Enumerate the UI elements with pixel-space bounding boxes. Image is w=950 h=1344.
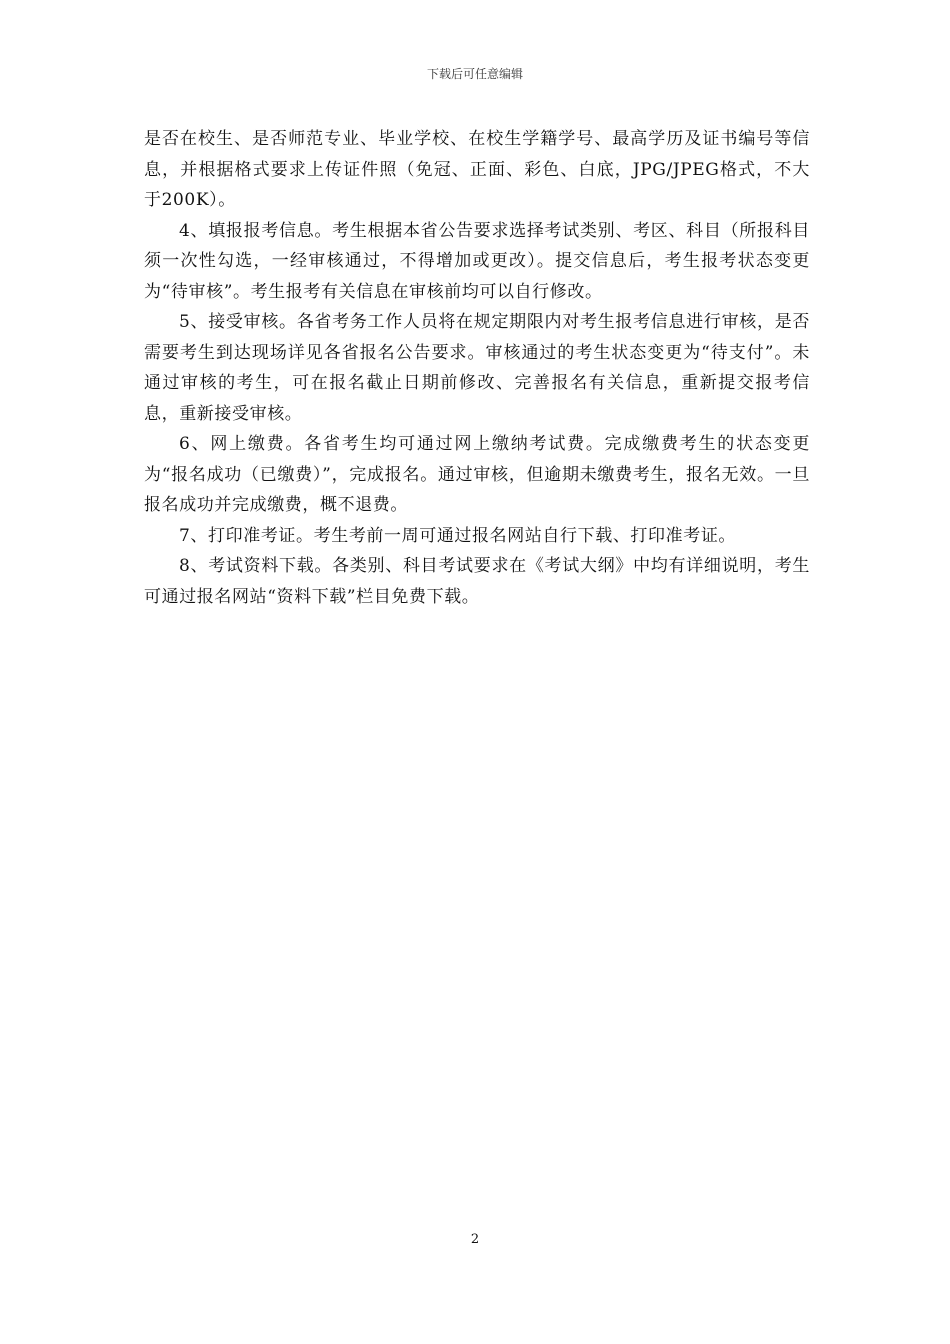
document-body: [144, 124, 810, 612]
paragraph-step-4: 4、填报报考信息。考生根据本省公告要求选择考试类别、考区、科目（所报科目须一次性勾选，一经审核通过，不得增加或更改）。提交信息后，考生报考状态变更为“待审核”。考生报考有关信息在审核前均可以自行修改。: [144, 220, 810, 302]
paragraph-step-5: 5、接受审核。各省考务工作人员将在规定期限内对考生报考信息进行审核，是否需要考生到达现场详见各省报名公告要求。审核通过的考生状态变更为“待支付”。未通过审核的考生，可在报名截止日期前修改、完善报名有关信息，重新提交报考信息，重新接受审核。: [144, 312, 810, 424]
page-header: 下载后可任意编辑: [426, 67, 523, 81]
paragraph-step-6: 6、网上缴费。各省考生均可通过网上缴纳考试费。完成缴费考生的状态变更为“报名成功（已缴费）”，完成报名。通过审核，但逾期未缴费考生，报名无效。一旦报名成功并完成缴费，概不退费。: [144, 434, 810, 515]
paragraph-step-7: 7、打印准考证。考生考前一周可通过报名网站自行下载、打印准考证。: [179, 525, 737, 546]
page-number: 2: [470, 1232, 480, 1247]
paragraph-continuation: 是否在校生、是否师范专业、毕业学校、在校生学籍学号、最高学历及证书编号等信息，并根据格式要求上传证件照（免冠、正面、彩色、白底，JPG/JPEG格式，不大于200K）。: [144, 129, 810, 210]
paragraph-step-8: 8、考试资料下载。各类别、科目考试要求在《考试大纲》中均有详细说明，考生可通过报名网站“资料下载”栏目免费下载。: [144, 556, 810, 607]
